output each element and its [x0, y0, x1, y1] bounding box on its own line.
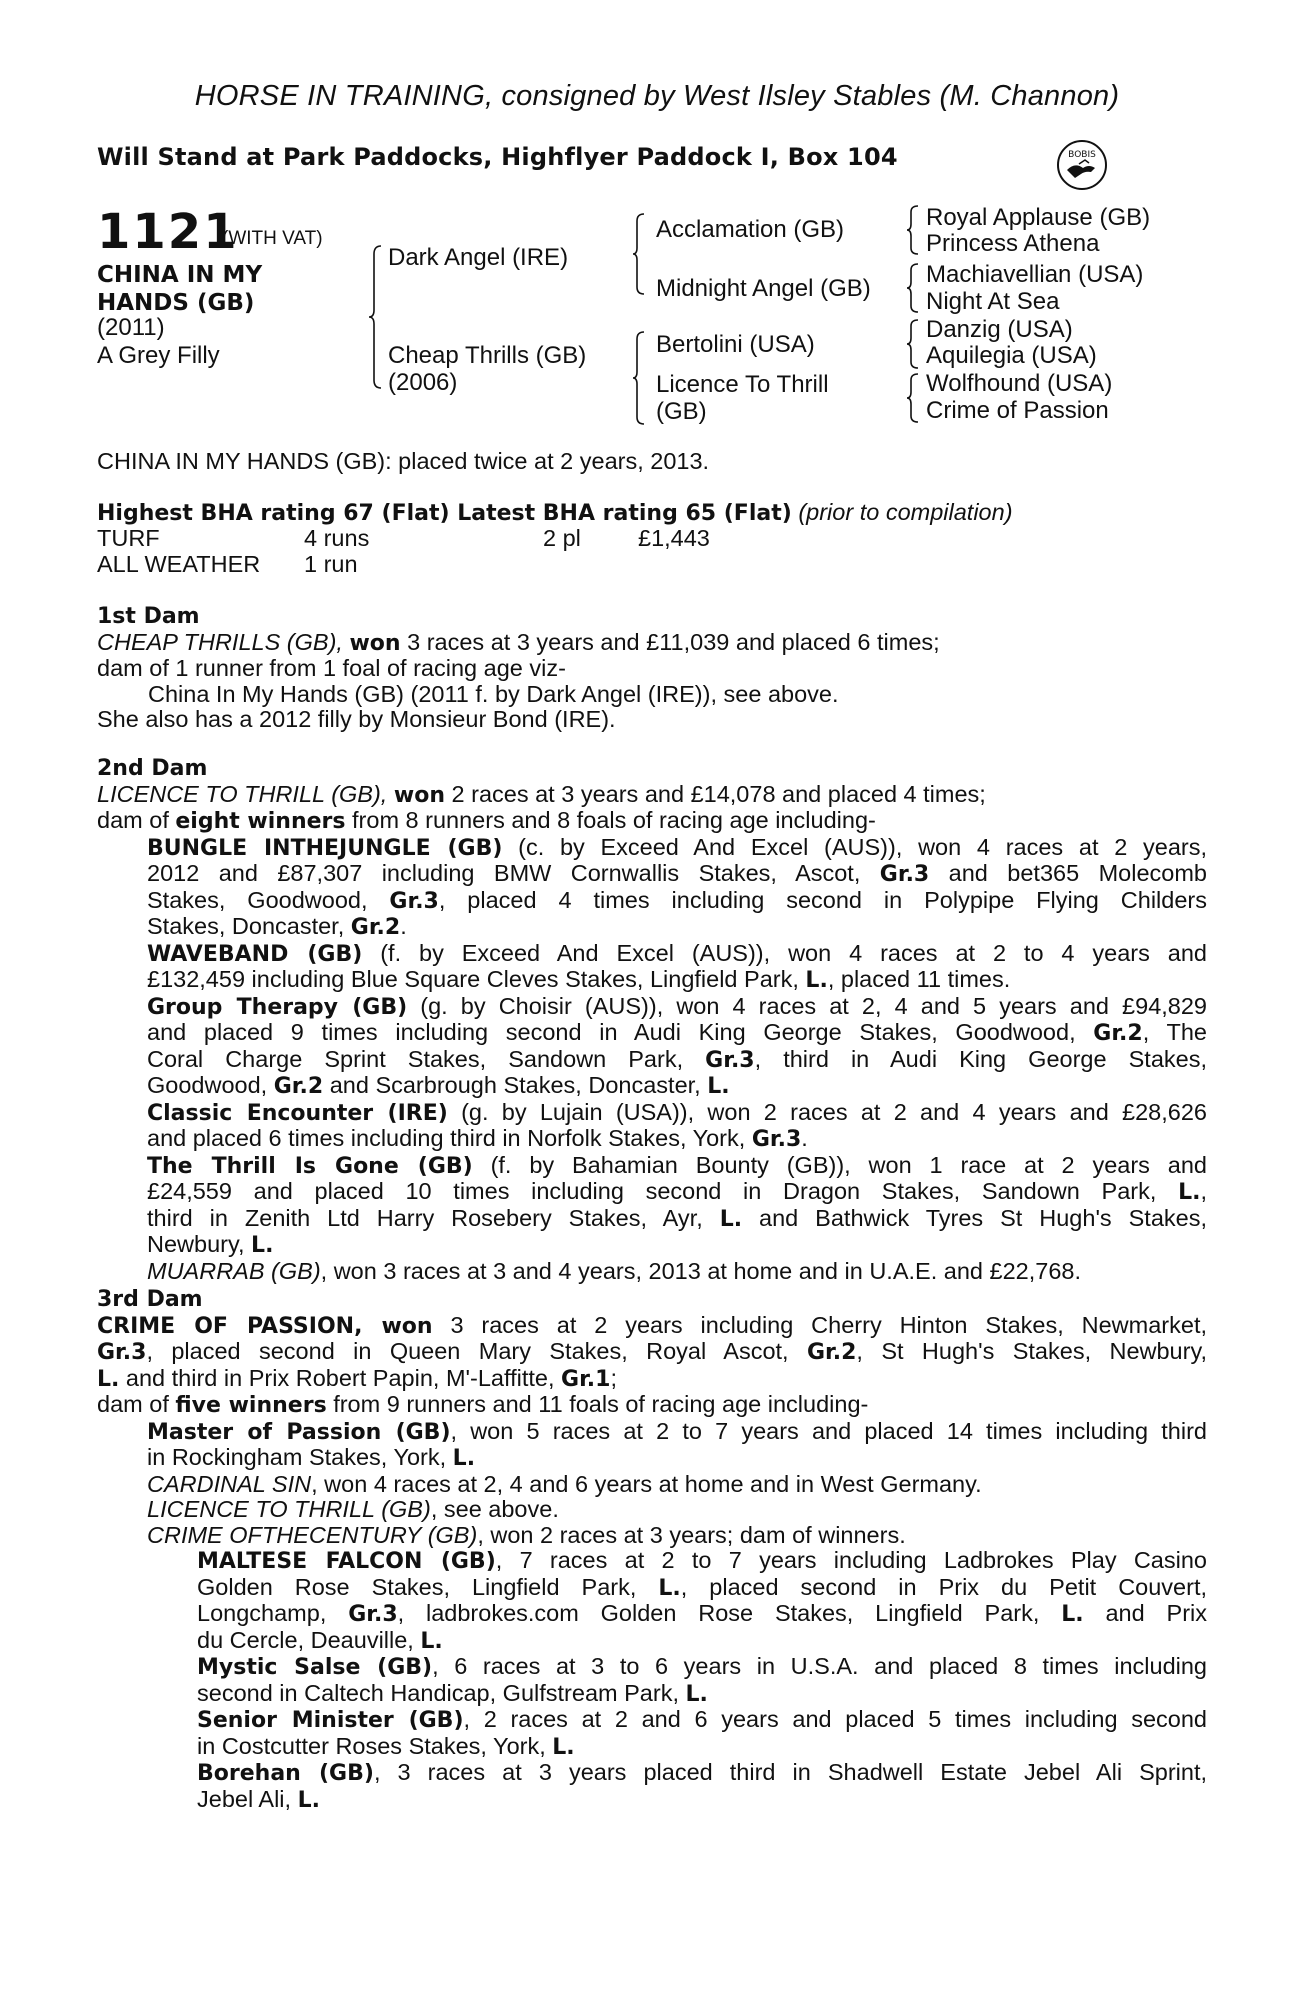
pedigree-dss: Danzig (USA): [926, 316, 1073, 343]
progeny-group-therapy: Group Therapy (GB) (g. by Choisir (AUS)), won 4 races at 2, 4 and 5 years and £94,829 and placed 9 times including second in Audi King George Stakes, Goodwood, Gr.2, The Coral Charge Sprint Stakes, Sandown Park, Gr.3, third in Audi King George Stakes, Goodwood, Gr.2 and Scarbrough Stakes, Doncaster, L.: [147, 992, 1207, 1099]
turf-label: TURF: [97, 525, 160, 551]
third-dam-won: , won: [354, 1313, 433, 1339]
page-title: HORSE IN TRAINING, consigned by West Ilsley Stables (M. Channon): [194, 80, 1120, 112]
second-dam-name: LICENCE TO THRILL (GB),: [97, 780, 388, 807]
second-dam-winners: eight winners: [175, 809, 346, 834]
second-dam-rest: 2 races at 3 years and £14,078 and placed 4 times;: [444, 780, 986, 807]
third-dam-line2c: from 9 runners and 11 foals of racing age including-: [326, 1391, 869, 1417]
pedigree-dam: [388, 342, 586, 396]
first-dam-won: won: [349, 630, 401, 656]
svg-text:BOBIS: BOBIS: [1068, 150, 1096, 160]
first-dam-rest: 3 races at 3 years and £11,039 and placed 6 times;: [400, 628, 940, 655]
progeny-muarrab: MUARRAB (GB), won 3 races at 3 and 4 years, 2013 at home and in U.A.E. and £22,768.: [147, 1257, 1081, 1284]
pedigree-dds: Wolfhound (USA): [926, 370, 1113, 397]
second-dam-section: [97, 756, 1207, 1284]
pedigree-dam-line1: Cheap Thrills (GB): [388, 342, 587, 369]
pedigree-dam-dam-line1: Licence To Thrill: [656, 371, 829, 398]
first-dam-section: [97, 604, 1207, 733]
aw-runs: 1 run: [304, 551, 358, 577]
aw-label: ALL WEATHER: [97, 551, 261, 577]
vat-note: (WITH VAT): [222, 228, 323, 249]
third-dam-line2a: dam of: [97, 1391, 176, 1417]
progeny-waveband: WAVEBAND (GB) (f. by Exceed And Excel (AUS)), won 4 races at 2 to 4 years and £132,459 including Blue Square Cleves Stakes, Lingfield Park, L., placed 11 times.: [147, 939, 1207, 993]
second-dam-line2: [97, 808, 1207, 835]
horse-name-line2: HANDS (GB): [97, 290, 255, 316]
pedigree-sdd: Night At Sea: [926, 288, 1060, 315]
progeny-bungle: BUNGLE INTHEJUNGLE (GB) (c. by Exceed And Excel (AUS)), won 4 races at 2 years, 2012 and £87,307 including BMW Cornwallis Stakes, Ascot, Gr.3 and bet365 Molecomb Stakes, Goodwood, Gr.3, placed 4 times including second in Polypipe Flying Childers Stakes, Doncaster, Gr.2.: [147, 833, 1207, 940]
pedigree-ddd: Crime of Passion: [926, 397, 1109, 424]
progeny-cardinal-sin: CARDINAL SIN, won 4 races at 2, 4 and 6 years at home and in West Germany.: [147, 1470, 982, 1497]
gen3-brace-4: [906, 372, 920, 424]
rating-bold: Highest BHA rating 67 (Flat) Latest BHA rating 65 (Flat): [97, 501, 792, 526]
progeny-classic-encounter: Classic Encounter (IRE) (g. by Lujain (USA)), won 2 races at 2 and 4 years and £28,626 and placed 6 times including third in Norfolk Stakes, York, Gr.3.: [147, 1098, 1207, 1152]
rating-note: (prior to compilation): [798, 499, 1013, 525]
second-dam-line2a: dam of: [97, 807, 176, 833]
pedigree-sire: Dark Angel (IRE): [388, 244, 569, 271]
pedigree-sds: Machiavellian (USA): [926, 261, 1144, 288]
progeny-mystic-salse: Mystic Salse (GB), 6 races at 3 to 6 years in U.S.A. and placed 8 times including second in Caltech Handicap, Gulfstream Park, L.: [197, 1653, 1207, 1707]
first-dam-line4: She also has a 2012 filly by Monsieur Bond (IRE).: [97, 706, 616, 732]
race-summary: CHINA IN MY HANDS (GB): placed twice at 2 years, 2013.: [97, 448, 710, 474]
horse-year: (2011): [97, 314, 165, 341]
horse-description: A Grey Filly: [97, 342, 220, 369]
pedigree-dam-sire: Bertolini (USA): [656, 331, 815, 358]
pedigree-dsd: Aquilegia (USA): [926, 342, 1097, 369]
gen3-brace-3: [906, 318, 920, 370]
pedigree-sire-dam: Midnight Angel (GB): [656, 275, 871, 302]
turf-prize: £1,443: [638, 525, 710, 551]
third-dam-winners: five winners: [175, 1393, 327, 1418]
third-dam-section: [97, 1287, 1207, 1813]
pedigree-dam-dam: [656, 371, 829, 425]
pedigree-dam-dam-line2: (GB): [656, 398, 707, 425]
second-dam-line2c: from 8 runners and 8 foals of racing age including-: [345, 807, 876, 833]
progeny-senior-minister: Senior Minister (GB), 2 races at 2 and 6 years and placed 5 times including second in Costcutter Roses Stakes, York, L.: [197, 1706, 1207, 1760]
turf-placed: 2 pl: [543, 525, 581, 551]
first-dam-line3: China In My Hands (GB) (2011 f. by Dark Angel (IRE)), see above.: [148, 680, 839, 707]
pedigree-sss: Royal Applause (GB): [926, 204, 1151, 231]
second-dam-won: won: [393, 782, 445, 808]
first-dam-heading: 1st Dam: [97, 604, 200, 629]
horse-name: [97, 261, 262, 317]
lot-number: 1121: [97, 204, 239, 260]
first-dam-line2: dam of 1 runner from 1 foal of racing age viz-: [97, 655, 566, 681]
turf-runs: 4 runs: [304, 525, 370, 551]
pedigree-dam-line2: (2006): [388, 369, 458, 396]
progeny-master-of-passion: Master of Passion (GB), won 5 races at 2 to 7 years and placed 14 times including third in Rockingham Stakes, York, L.: [147, 1417, 1207, 1471]
gen3-brace-2: [906, 262, 920, 314]
progeny-licence-to-thrill: LICENCE TO THRILL (GB), see above.: [147, 1496, 559, 1522]
progeny-maltese-falcon: MALTESE FALCON (GB), 7 races at 2 to 7 years including Ladbrokes Play Casino Golden Rose Stakes, Lingfield Park, L., placed second in Prix du Petit Couvert, Longchamp, Gr.3, ladbrokes.com Golden Rose Stakes, Lingfield Park, L. and Prix du Cercle, Deauville, L.: [197, 1547, 1208, 1654]
dam-parents-brace: [632, 330, 646, 426]
sire-parents-brace: [632, 212, 646, 296]
second-dam-line1: [97, 782, 1207, 809]
first-dam-name: CHEAP THRILLS (GB),: [97, 628, 343, 655]
progeny-borehan: Borehan (GB), 3 races at 3 years placed third in Shadwell Estate Jebel Ali Sprint, Jebel Ali, L.: [197, 1759, 1208, 1813]
gen3-brace-1: [906, 204, 920, 256]
first-dam-line1: [97, 630, 1207, 657]
stand-location: Will Stand at Park Paddocks, Highflyer Paddock I, Box 104: [97, 143, 898, 171]
third-dam-heading: 3rd Dam: [97, 1287, 203, 1312]
horse-name-line1: CHINA IN MY: [97, 262, 263, 288]
third-dam-line2: [97, 1392, 1207, 1419]
progeny-crime-ofthecentury: CRIME OFTHECENTURY (GB), won 2 races at 3 years; dam of winners.: [147, 1521, 906, 1548]
bobis-logo: [1055, 138, 1109, 192]
pedigree-ssd: Princess Athena: [926, 230, 1100, 257]
second-dam-heading: 2nd Dam: [97, 756, 208, 781]
third-dam-name: CRIME OF PASSION: [97, 1313, 355, 1339]
sire-dam-brace: [368, 244, 384, 390]
progeny-thrill-is-gone: The Thrill Is Gone (GB) (f. by Bahamian Bounty (GB)), won 1 race at 2 years and £24,559 and placed 10 times including second in Dragon Stakes, Sandown Park, L., third in Zenith Ltd Harry Rosebery Stakes, Ayr, L. and Bathwick Tyres St Hugh's Stakes, Newbury, L.: [147, 1151, 1207, 1258]
third-dam-record: CRIME OF PASSION, won 3 races at 2 years including Cherry Hinton Stakes, Newmarket, Gr.3, placed second in Queen Mary Stakes, Royal Ascot, Gr.2, St Hugh's Stakes, Newbury, L. and third in Prix Robert Papin, M'-Laffitte, Gr.1;: [97, 1311, 1208, 1392]
rating-line: [97, 500, 1013, 527]
pedigree-sire-sire: Acclamation (GB): [656, 216, 845, 243]
